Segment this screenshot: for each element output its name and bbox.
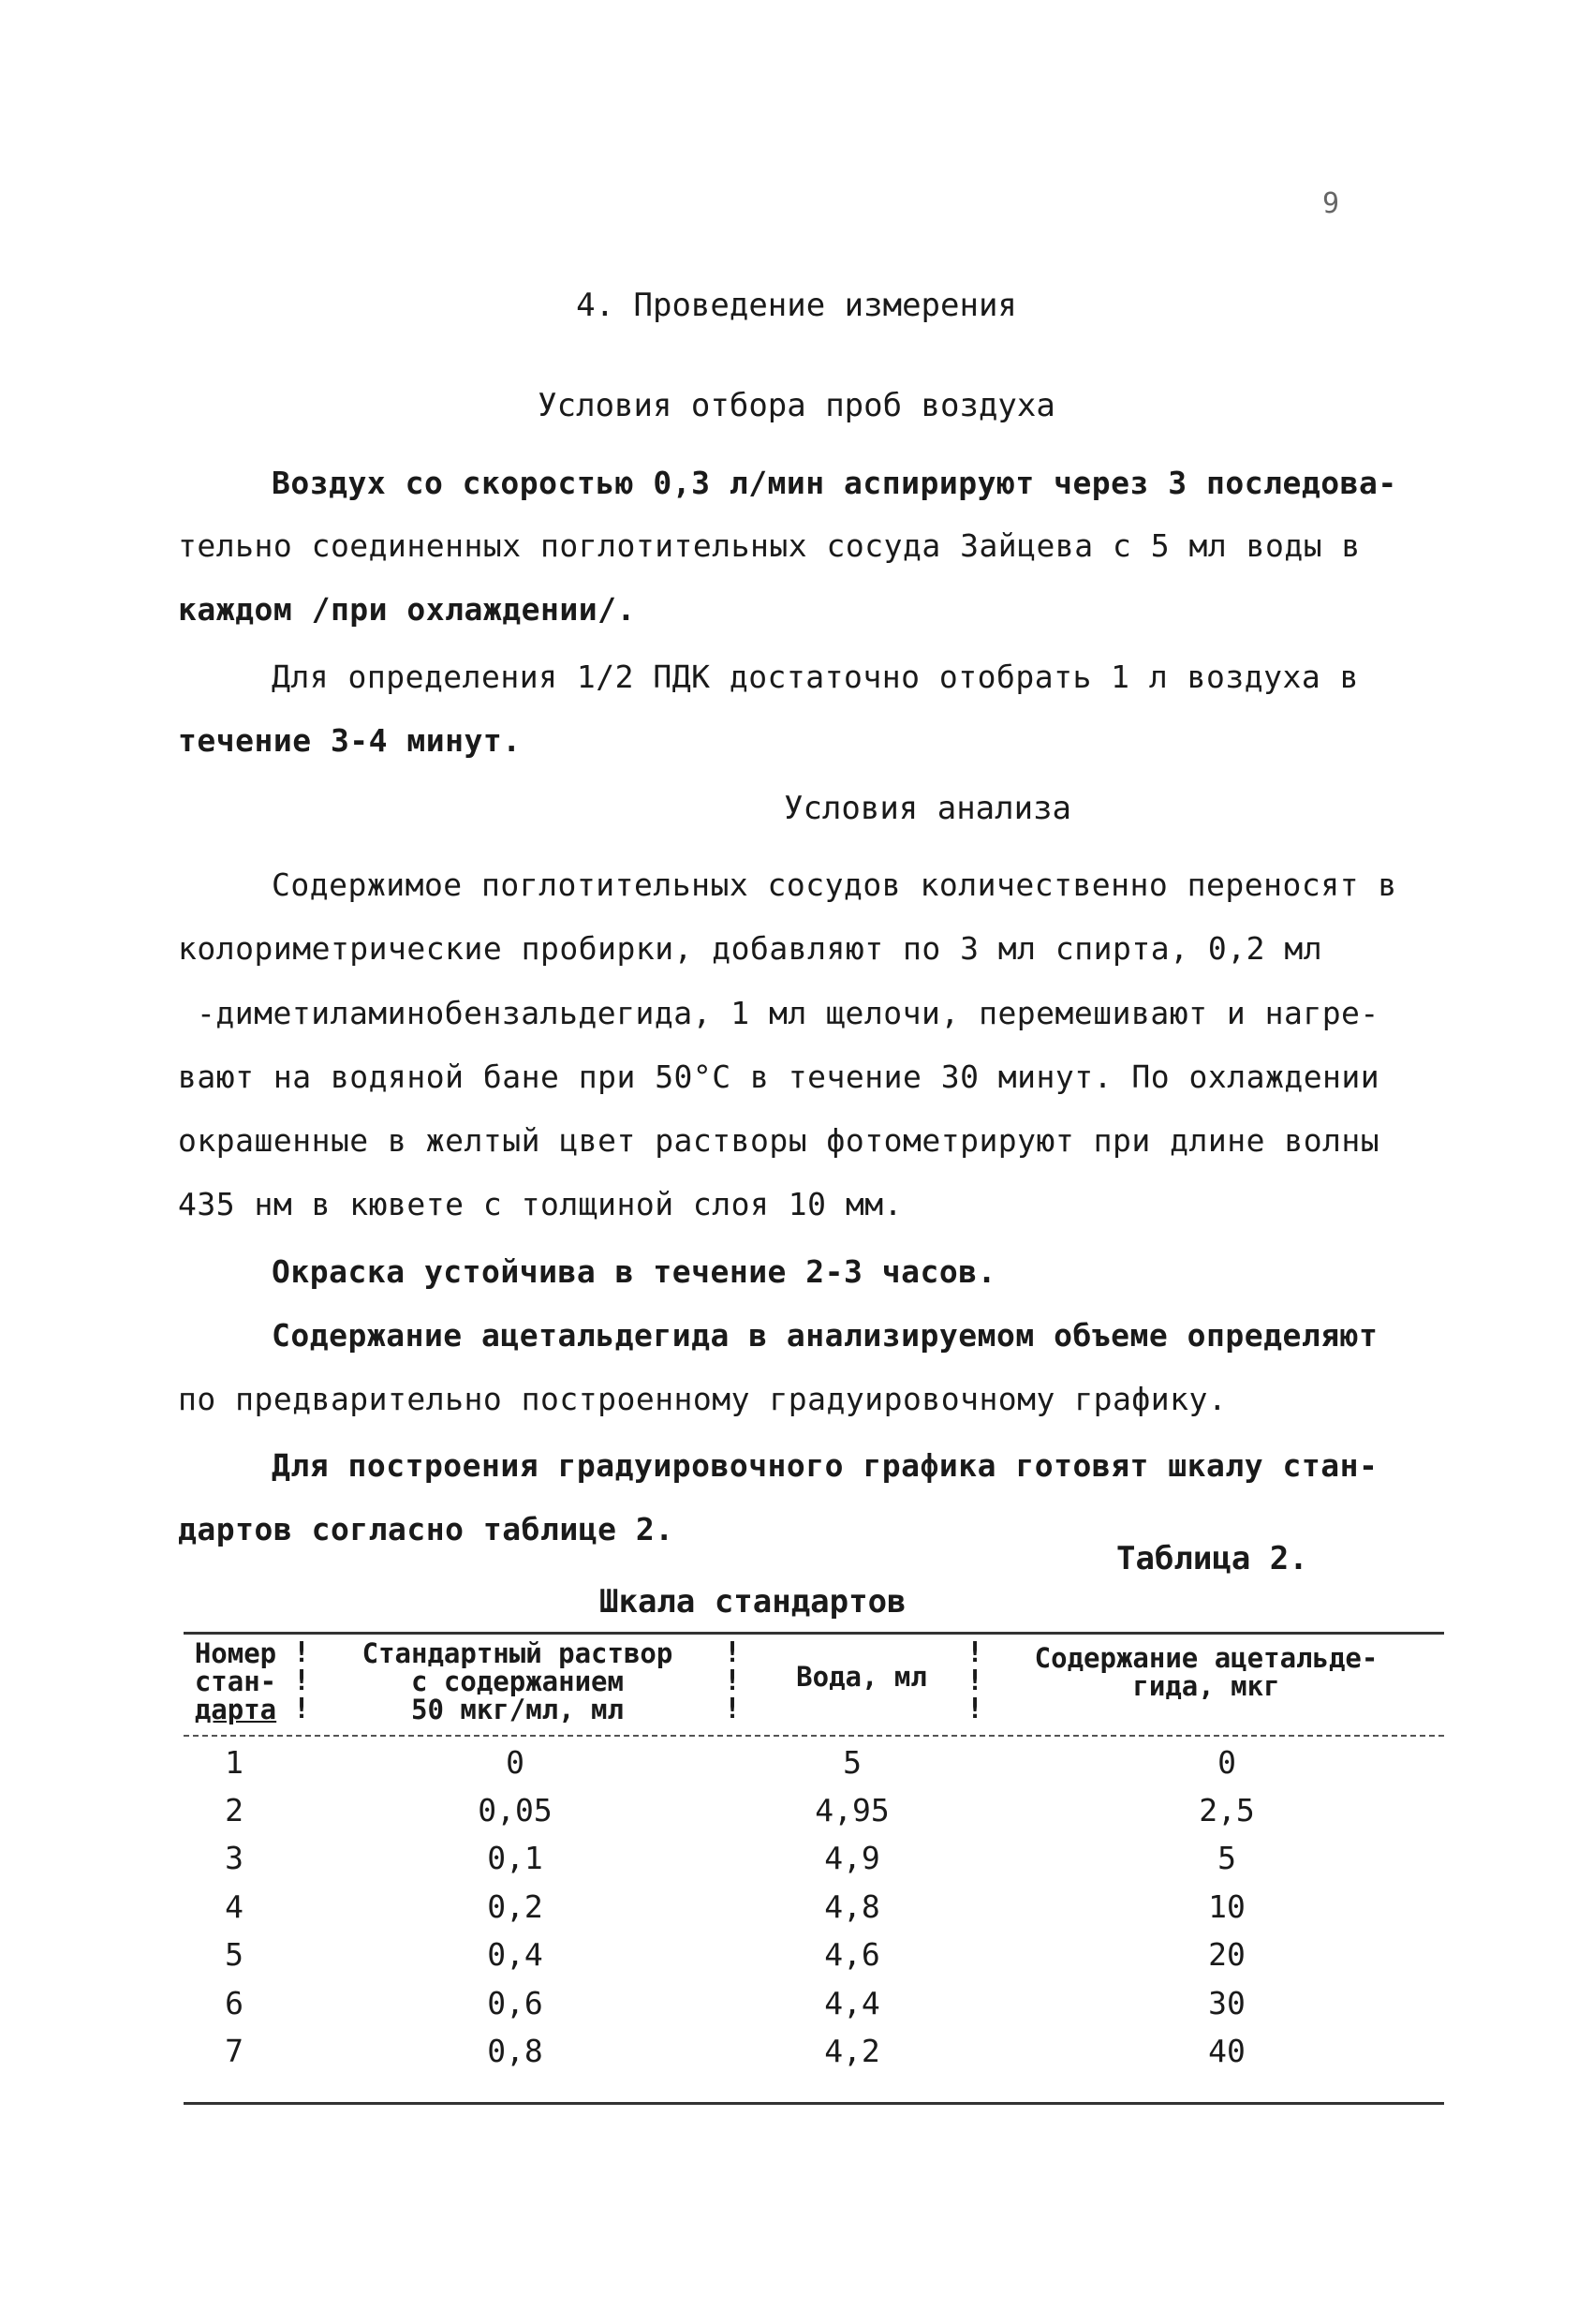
para3-line4: вают на водяной бане при 50°С в течение 30 минут. По охлаждении [178,1058,1380,1095]
para1-line2: тельно соединенных поглотительных сосуда Зайцева с 5 мл воды в [178,527,1361,564]
table-title: Шкала стандартов [599,1583,907,1621]
para3-line1: Содержимое поглотительных сосудов количественно переносят в [272,866,1397,903]
para1-line3: каждом /при охлаждении/. [178,591,636,628]
table-bottom-rule [184,2102,1444,2105]
header-water: Вода, мл [796,1661,927,1693]
subsection-analysis-title: Условия анализа [783,790,1072,827]
subsection-sampling-title: Условия отбора проб воздуха [538,387,1055,424]
para2-line2: течение 3-4 минут. [178,722,522,759]
header-standard-solution: Стандартный раствор с содержанием 50 мкг/мл, мл [361,1637,673,1725]
para5-line2: по предварительно построенному градуировочному графику. [178,1381,1228,1417]
table-label: Таблица 2. [1116,1540,1308,1577]
document-page: 9 4. Проведение измерения Условия отбора проб воздуха Воздух со скоростью 0,3 л/мин аспирируют через 3 последова- тельно соединенных поглотительных сосуда Зайцева с 5 мл воды в каждом /при охлаждении/. Для определения 1/2 ПДК достаточно отобрать 1 л воздуха в течение 3-4 минут. Условия анализа Содержимое поглотительных сосудов количественно переносят в колориметрические пробирки, добавляют по 3 мл спирта, 0,2 мл -диметиламинобензальдегида, 1 мл щелочи, перемешивают и нагре- вают на водяной бане при 50°С в течение 30 минут. По охлаждении окрашенные в желтый цвет растворы фотометрируют при длине волны 435 нм в кювете с толщиной слоя 10 мм. Окраска устойчива в течение 2-3 часов. Содержание ацетальдегида в анализируемом объеме определяют по предварительно построенному градуировочному графику. Для построения градуировочного графика готовят шкалу стан- дартов согласно таблице 2. Таблица 2. Шкала стандартов Номер стан- дарта ! ! ! Стандартный раствор с содержанием 50 мкг/мл, мл ! ! ! Вода, мл ! ! ! Содержание ацетальде- гида, мкг 1 0 5 0 2 0,05 4,95 2,5 3 0,1 4,9 5 4 0,2 4,8 10 5 0,4 4,6 20 6 0,6 4,4 30 7 0,8 4,2 40 [0,0,1593,2324]
para1-line1: Воздух со скоростью 0,3 л/мин аспирируют через 3 последова- [272,465,1397,501]
para3-line3: -диметиламинобензальдегида, 1 мл щелочи, перемешивают и нагре- [197,995,1379,1031]
table-top-rule [184,1632,1444,1635]
header-separator: ! ! ! [966,1636,984,1725]
section-title: 4. Проведение измерения [576,287,1017,324]
para2-line1: Для определения 1/2 ПДК достаточно отобрать 1 л воздуха в [272,659,1359,695]
header-separator: ! ! ! [293,1636,311,1725]
header-number: Номер стан- дарта [194,1637,277,1725]
para3-line5: окрашенные в желтый цвет растворы фотометрируют при длине волны [178,1122,1380,1159]
header-separator: ! ! ! [724,1636,742,1725]
para6-line2: дартов согласно таблице 2. [178,1511,674,1547]
page-number: 9 [1322,187,1340,220]
para5-line1: Содержание ацетальдегида в анализируемом объеме определяют [272,1317,1379,1354]
para4: Окраска устойчива в течение 2-3 часов. [272,1253,996,1290]
para3-line2: колориметрические пробирки, добавляют по 3 мл спирта, 0,2 мл [178,930,1323,967]
header-content: Содержание ацетальде- гида, мкг [1034,1642,1379,1702]
para3-line6: 435 нм в кювете с толщиной слоя 10 мм. [178,1186,903,1222]
para6-line1: Для построения градуировочного графика готовят шкалу стан- [272,1447,1379,1484]
table-header-rule [184,1735,1444,1737]
